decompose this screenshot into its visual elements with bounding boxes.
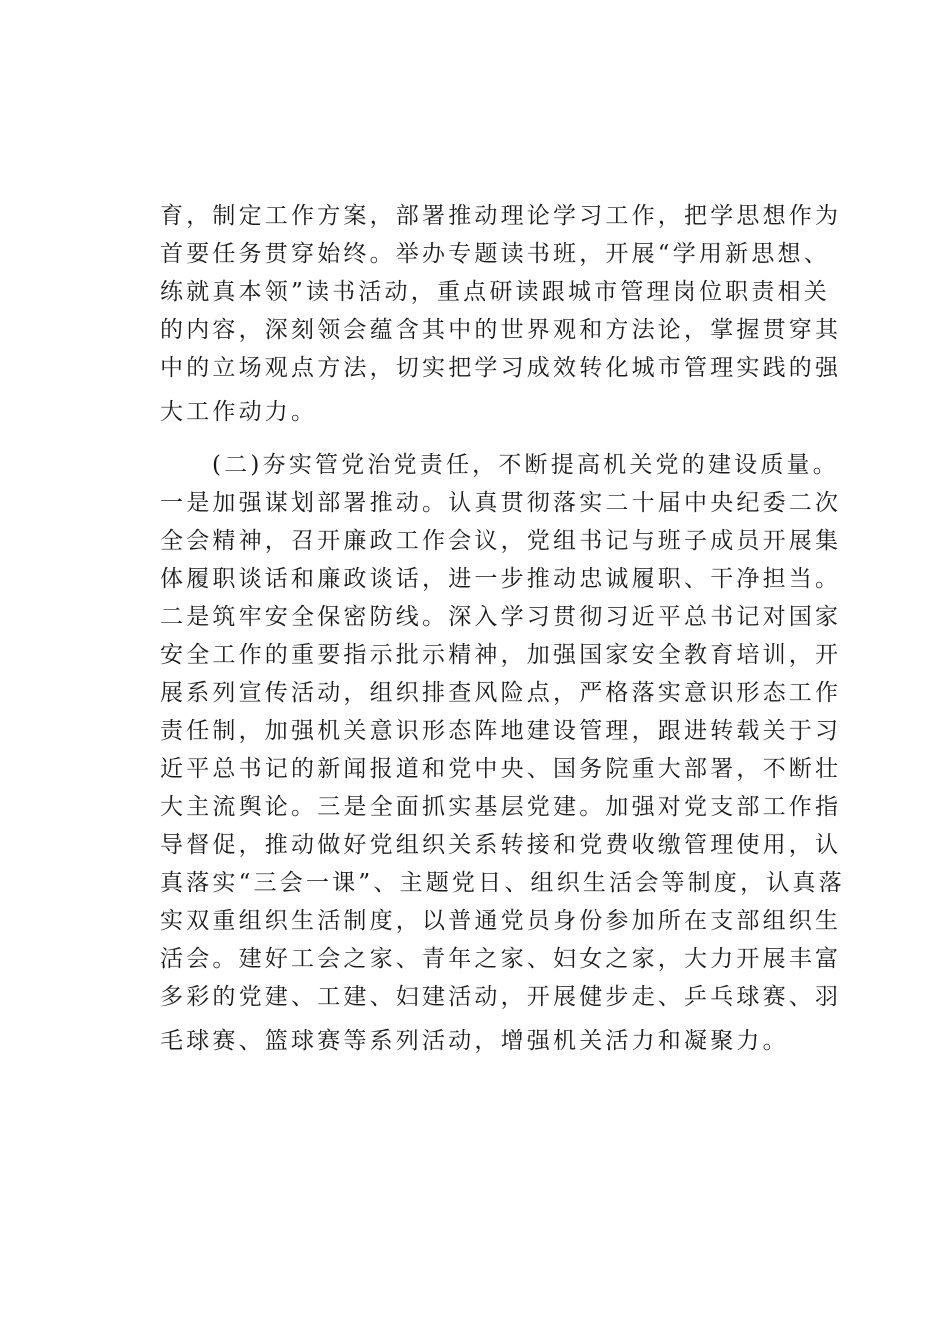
text-line: 活会。建好工会之家、青年之家、妇女之家，大力开展丰富 xyxy=(160,946,842,972)
text-line: 多彩的党建、工建、妇建活动，开展健步走、乒乓球赛、羽 xyxy=(160,984,842,1010)
text-line: 大主流舆论。三是全面抓实基层党建。加强对党支部工作指 xyxy=(160,794,842,820)
text-line: 责任制，加强机关意识形态阵地建设管理，跟进转载关于习 xyxy=(160,718,842,744)
text-line: 练就真本领”读书活动，重点研读跟城市管理岗位职责相关 xyxy=(160,279,830,305)
text-line: 二是筑牢安全保密防线。深入学习贯彻习近平总书记对国家 xyxy=(160,604,842,630)
text-line: 中的立场观点方法，切实把学习成效转化城市管理实践的强 xyxy=(160,355,842,381)
text-line: 全会精神，召开廉政工作会议，党组书记与班子成员开展集 xyxy=(160,528,842,554)
text-line: 的内容，深刻领会蕴含其中的世界观和方法论，掌握贯穿其 xyxy=(160,317,842,343)
text-line: 实双重组织生活制度，以普通党员身份参加所在支部组织生 xyxy=(160,908,842,934)
text-line: 体履职谈话和廉政谈话，进一步推动忠诚履职、干净担当。 xyxy=(160,566,842,592)
text-line: 真落实“三会一课”、主题党日、组织生活会等制度，认真落 xyxy=(160,870,845,896)
text-line: 育，制定工作方案，部署推动理论学习工作，把学思想作为 xyxy=(160,203,842,229)
text-line: 一是加强谋划部署推动。认真贯彻落实二十届中央纪委二次 xyxy=(160,490,842,516)
text-line: 展系列宣传活动，组织排查风险点，严格落实意识形态工作 xyxy=(160,680,842,706)
text-line: 近平总书记的新闻报道和党中央、国务院重大部署，不断壮 xyxy=(160,756,842,782)
text-line: 大工作动力。 xyxy=(160,399,318,425)
text-line: 导督促，推动做好党组织关系转接和党费收缴管理使用，认 xyxy=(160,832,842,858)
section-heading-line: (二)夯实管党治党责任，不断提高机关党的建设质量。 xyxy=(212,452,839,478)
paragraph-2 xyxy=(160,446,845,1060)
text-line: 毛球赛、篮球赛等系列活动，增强机关活力和凝聚力。 xyxy=(160,1028,789,1054)
paragraph-1 xyxy=(160,197,842,431)
text-line: 首要任务贯穿始终。举办专题读书班，开展“学用新思想、 xyxy=(160,241,830,267)
text-line: 安全工作的重要指示批示精神，加强国家安全教育培训，开 xyxy=(160,642,842,668)
